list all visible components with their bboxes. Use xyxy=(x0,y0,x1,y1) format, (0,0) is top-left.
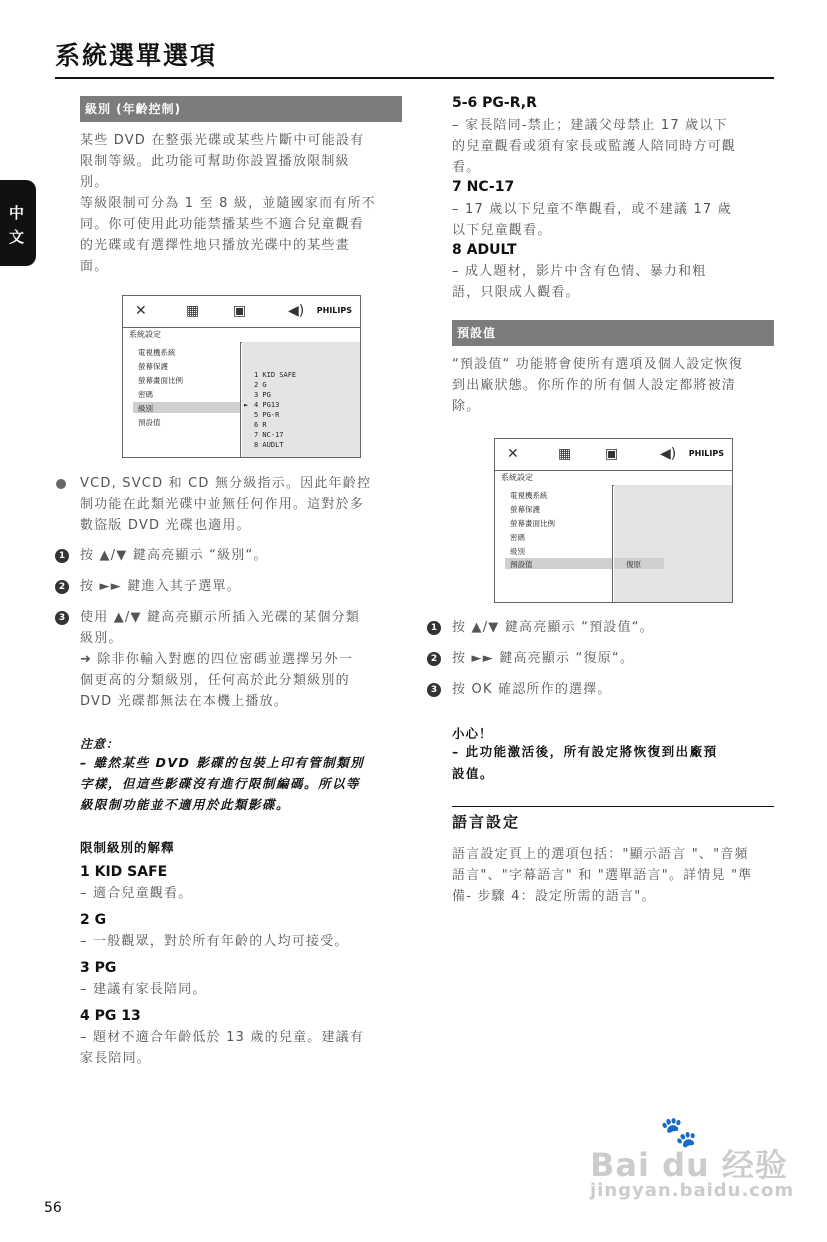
menu-item: 密碼 xyxy=(510,533,525,542)
grid-icon: ▦ xyxy=(558,446,572,462)
rating-desc: – 一般觀眾，對於所有年齡的人均可接受。 xyxy=(80,934,349,949)
caution-heading: 小心！ xyxy=(452,726,493,741)
step-number-icon: 3 xyxy=(427,683,441,697)
option-pointer-icon: ► xyxy=(244,401,249,409)
osd-parental-screen xyxy=(122,295,361,458)
menu-item: 螢幕畫面比例 xyxy=(510,519,555,528)
menu-item: 螢幕保護 xyxy=(510,505,540,514)
language-heading: 語言設定 xyxy=(452,813,521,831)
rating-title: 8 ADULT xyxy=(452,242,517,258)
side-tab-char-1: 中 xyxy=(9,204,25,222)
grid-icon: ▦ xyxy=(186,303,200,319)
tools-icon: ✕ xyxy=(135,303,147,319)
menu-item: 電視機系統 xyxy=(510,491,548,500)
ratings-heading: 限制級別的解釋 xyxy=(80,840,175,855)
step-text: 按 ▲/▼ 鍵高亮顯示 “預設值“。 xyxy=(452,620,654,635)
osd-header: 系統設定 xyxy=(123,327,360,343)
step-number-icon: 1 xyxy=(427,621,441,635)
brand-logo: PHILIPS xyxy=(316,306,352,315)
step-number-icon: 1 xyxy=(55,549,69,563)
language-text: 語言設定頁上的選項包括："顯示語言 "、"音頻 語言"、"字幕語言" 和 "選單語言"。詳情見 "準 備- 步驟 4：設定所需的語言"。 xyxy=(452,847,753,904)
title-rule xyxy=(55,77,774,79)
option-item: 4 PG13 xyxy=(254,401,280,409)
rating-desc: – 建議有家長陪同。 xyxy=(80,982,207,997)
menu-item: 級別 xyxy=(138,404,153,413)
parental-section-bar: 級別 (年齡控制) xyxy=(80,96,402,122)
option-item: 5 PG-R xyxy=(254,411,280,419)
step-text: 按 ►► 鍵高亮顯示 “復原“。 xyxy=(452,651,635,666)
menu-item: 預設值 xyxy=(510,560,533,569)
rating-desc: – 17 歲以下兒童不準觀看，或不建議 17 歲 以下兒童觀看。 xyxy=(452,202,732,238)
note-text: – 雖然某些 DVD 影碟的包裝上印有管制類別 字樣，但這些影碟沒有進行限制編碼。所以等 級限制功能並不適用於此類影碟。 xyxy=(80,755,365,812)
rating-desc: – 適合兒童觀看。 xyxy=(80,886,193,901)
rating-title: 3 PG xyxy=(80,960,117,976)
option-item: 6 R xyxy=(254,421,267,429)
osd-option-pane xyxy=(614,485,732,602)
screen-icon: ▣ xyxy=(605,446,619,462)
page-number: 56 xyxy=(44,1200,62,1216)
rating-desc: – 成人題材，影片中含有色情、暴力和粗 語，只限成人觀看。 xyxy=(452,264,707,300)
option-item: 2 G xyxy=(254,381,267,389)
option-item: 1 KID SAFE xyxy=(254,371,297,379)
rating-desc: – 家長陪同-禁止；建議父母禁止 17 歲以下 的兒童觀看或須有家長或監護人陪同時方可觀 看。 xyxy=(452,118,737,175)
vcd-note: VCD, SVCD 和 CD 無分級指示。因此年齡控 制功能在此類光碟中並無任何作用。這對於多 數盜版 DVD 光碟也適用。 xyxy=(80,476,372,533)
defaults-section-bar: 預設值 xyxy=(452,320,774,346)
defaults-intro: “預設值“ 功能將會使所有選項及個人設定恢復 到出廠狀態。你所作的所有個人設定都將被清 除。 xyxy=(452,357,744,414)
rating-desc: – 題材不適合年齡低於 13 歲的兒童。建議有 家長陪同。 xyxy=(80,1030,365,1066)
paw-icon: 🐾 xyxy=(660,1115,698,1150)
osd-menu-pane xyxy=(123,342,241,457)
menu-item: 電視機系統 xyxy=(138,348,176,357)
menu-item: 級別 xyxy=(510,547,525,556)
option-item: 7 NC-17 xyxy=(254,431,284,439)
page-title: 系統選單選項 xyxy=(55,41,218,70)
parental-intro: 某些 DVD 在整張光碟或某些片斷中可能設有 限制等級。此功能可幫助你設置播放限制級 別。 等級限制可分為 1 至 8 級，並隨國家而有所不 同。你可使用此功能禁播某些不適合兒童觀看 的光碟或有選擇性地只播放光碟中的某些畫 面。 xyxy=(80,133,376,274)
side-tab-char-2: 文 xyxy=(9,228,25,246)
option-item: 復原 xyxy=(626,560,641,569)
rating-title: 5-6 PG-R,R xyxy=(452,95,537,111)
caution-text: – 此功能激活後，所有設定將恢復到出廠預 設值。 xyxy=(452,744,718,781)
osd-defaults-screen xyxy=(494,438,733,603)
screen-icon: ▣ xyxy=(233,303,247,319)
rating-title: 4 PG 13 xyxy=(80,1008,141,1024)
step-number-icon: 3 xyxy=(55,611,69,625)
rating-title: 1 KID SAFE xyxy=(80,864,168,880)
option-item: 8 AUDLT xyxy=(254,441,284,449)
language-side-tab xyxy=(0,180,36,266)
step-number-icon: 2 xyxy=(427,652,441,666)
menu-item: 密碼 xyxy=(138,390,153,399)
note-heading: 注意： xyxy=(80,737,120,751)
osd-header: 系統設定 xyxy=(495,470,732,486)
option-item: 3 PG xyxy=(254,391,271,399)
rating-title: 7 NC-17 xyxy=(452,179,515,195)
osd-menu-pane xyxy=(495,485,613,602)
baidu-watermark: Bai du 经验 xyxy=(590,1146,788,1184)
tools-icon: ✕ xyxy=(507,446,519,462)
section-rule xyxy=(452,806,774,807)
step-text: 按 ►► 鍵進入其子選單。 xyxy=(80,579,241,594)
brand-logo: PHILIPS xyxy=(688,449,724,458)
menu-item: 預設值 xyxy=(138,418,161,427)
step-number-icon: 2 xyxy=(55,580,69,594)
bullet-dot-icon xyxy=(56,479,66,489)
menu-item: 螢幕保護 xyxy=(138,362,168,371)
menu-item: 螢幕畫面比例 xyxy=(138,376,183,385)
baidu-url: jingyan.baidu.com xyxy=(590,1180,795,1201)
step-text: 使用 ▲/▼ 鍵高亮顯示所插入光碟的某個分類 級別。 ➜ 除非你輸入對應的四位密碼並選擇另外一 個更高的分類級別，任何高於此分類級別的 DVD 光碟都無法在本機上播放。 xyxy=(80,610,361,709)
step-text: 按 OK 確認所作的選擇。 xyxy=(452,682,612,697)
speaker-icon: ◀) xyxy=(288,303,305,319)
step-text: 按 ▲/▼ 鍵高亮顯示 “級別“。 xyxy=(80,548,268,563)
rating-title: 2 G xyxy=(80,912,107,928)
speaker-icon: ◀) xyxy=(660,446,677,462)
osd-option-pane xyxy=(242,342,360,457)
